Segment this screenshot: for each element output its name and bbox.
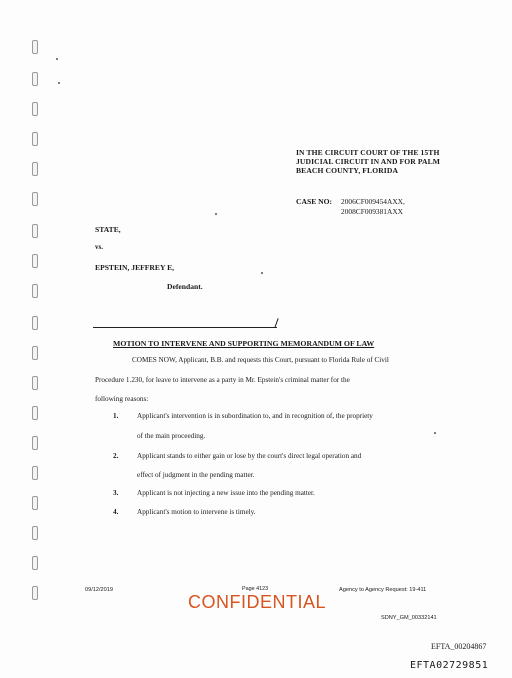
scan-speck — [434, 432, 436, 434]
footer-page-number: Page 4123 — [242, 586, 269, 592]
efta-bates-small: EFTA_00204867 — [431, 642, 487, 651]
reason-text: of the main proceeding. — [137, 432, 206, 440]
punch-hole-icon — [32, 346, 38, 360]
punch-hole-icon — [32, 284, 38, 298]
punch-hole-icon — [32, 254, 38, 268]
punch-hole-icon — [32, 586, 38, 600]
defendant-name: EPSTEIN, JEFFREY E, — [95, 263, 175, 272]
reason-number: 2. — [113, 452, 119, 460]
scan-speck — [56, 58, 58, 60]
signature-divider — [93, 327, 277, 328]
punch-hole-icon — [32, 72, 38, 86]
defendant-role: Defendant. — [167, 282, 203, 291]
motion-title: MOTION TO INTERVENE AND SUPPORTING MEMORANDUM OF LAW — [113, 339, 375, 348]
punch-hole-icon — [32, 436, 38, 450]
confidential-stamp: CONFIDENTIAL — [188, 592, 327, 612]
court-header: IN THE CIRCUIT COURT OF THE 15TH JUDICIAL CIRCUIT IN AND FOR PALM BEACH COUNTY, FLORIDA — [296, 148, 441, 175]
punch-hole-icon — [32, 526, 38, 540]
reason-text: effect of judgment in the pending matter. — [137, 471, 255, 479]
intro-line-3: following reasons: — [95, 395, 149, 403]
reason-text: Applicant stands to either gain or lose by the court's direct legal operation and — [137, 452, 362, 460]
punch-hole-icon — [32, 466, 38, 480]
reason-text: Applicant's intervention is in subordination to, and in recognition of, the propriety — [137, 412, 373, 420]
sdny-bates-number: SDNY_GM_00332141 — [381, 615, 437, 621]
case-number-2: 2008CF009381AXX — [341, 207, 404, 216]
scan-speck — [58, 82, 60, 84]
punch-hole-icon — [32, 132, 38, 146]
versus-label: vs. — [95, 243, 103, 251]
intro-line-2: Procedure 1.230, for leave to intervene as a party in Mr. Epstein's criminal matter for the — [95, 376, 350, 384]
punch-hole-icon — [32, 162, 38, 176]
punch-hole-icon — [32, 316, 38, 330]
reason-text: Applicant is not injecting a new issue into the pending matter. — [137, 489, 315, 497]
reason-number: 4. — [113, 508, 119, 516]
binder-punch-marks — [32, 40, 44, 600]
plaintiff-name: STATE, — [95, 225, 121, 234]
punch-hole-icon — [32, 376, 38, 390]
efta-bates-large: EFTA02729851 — [410, 660, 489, 671]
footer-agency-request: Agency to Agency Request: 19-411 — [339, 587, 427, 593]
scan-speck — [261, 272, 263, 274]
case-number-label: CASE NO: — [296, 197, 333, 206]
reason-text: Applicant's motion to intervene is timely. — [137, 508, 256, 516]
punch-hole-icon — [32, 556, 38, 570]
case-number-1: 2006CF009454AXX, — [341, 197, 405, 206]
punch-hole-icon — [32, 102, 38, 116]
punch-hole-icon — [32, 192, 38, 206]
scan-speck — [215, 213, 217, 215]
punch-hole-icon — [32, 224, 38, 238]
punch-hole-icon — [32, 496, 38, 510]
punch-hole-icon — [32, 406, 38, 420]
footer-date: 09/12/2019 — [85, 587, 113, 593]
intro-line-1: COMES NOW, Applicant, B.B. and requests this Court, pursuant to Florida Rule of Civil — [132, 356, 389, 364]
reason-number: 3. — [113, 489, 119, 497]
reason-number: 1. — [113, 412, 119, 420]
punch-hole-icon — [32, 40, 38, 54]
